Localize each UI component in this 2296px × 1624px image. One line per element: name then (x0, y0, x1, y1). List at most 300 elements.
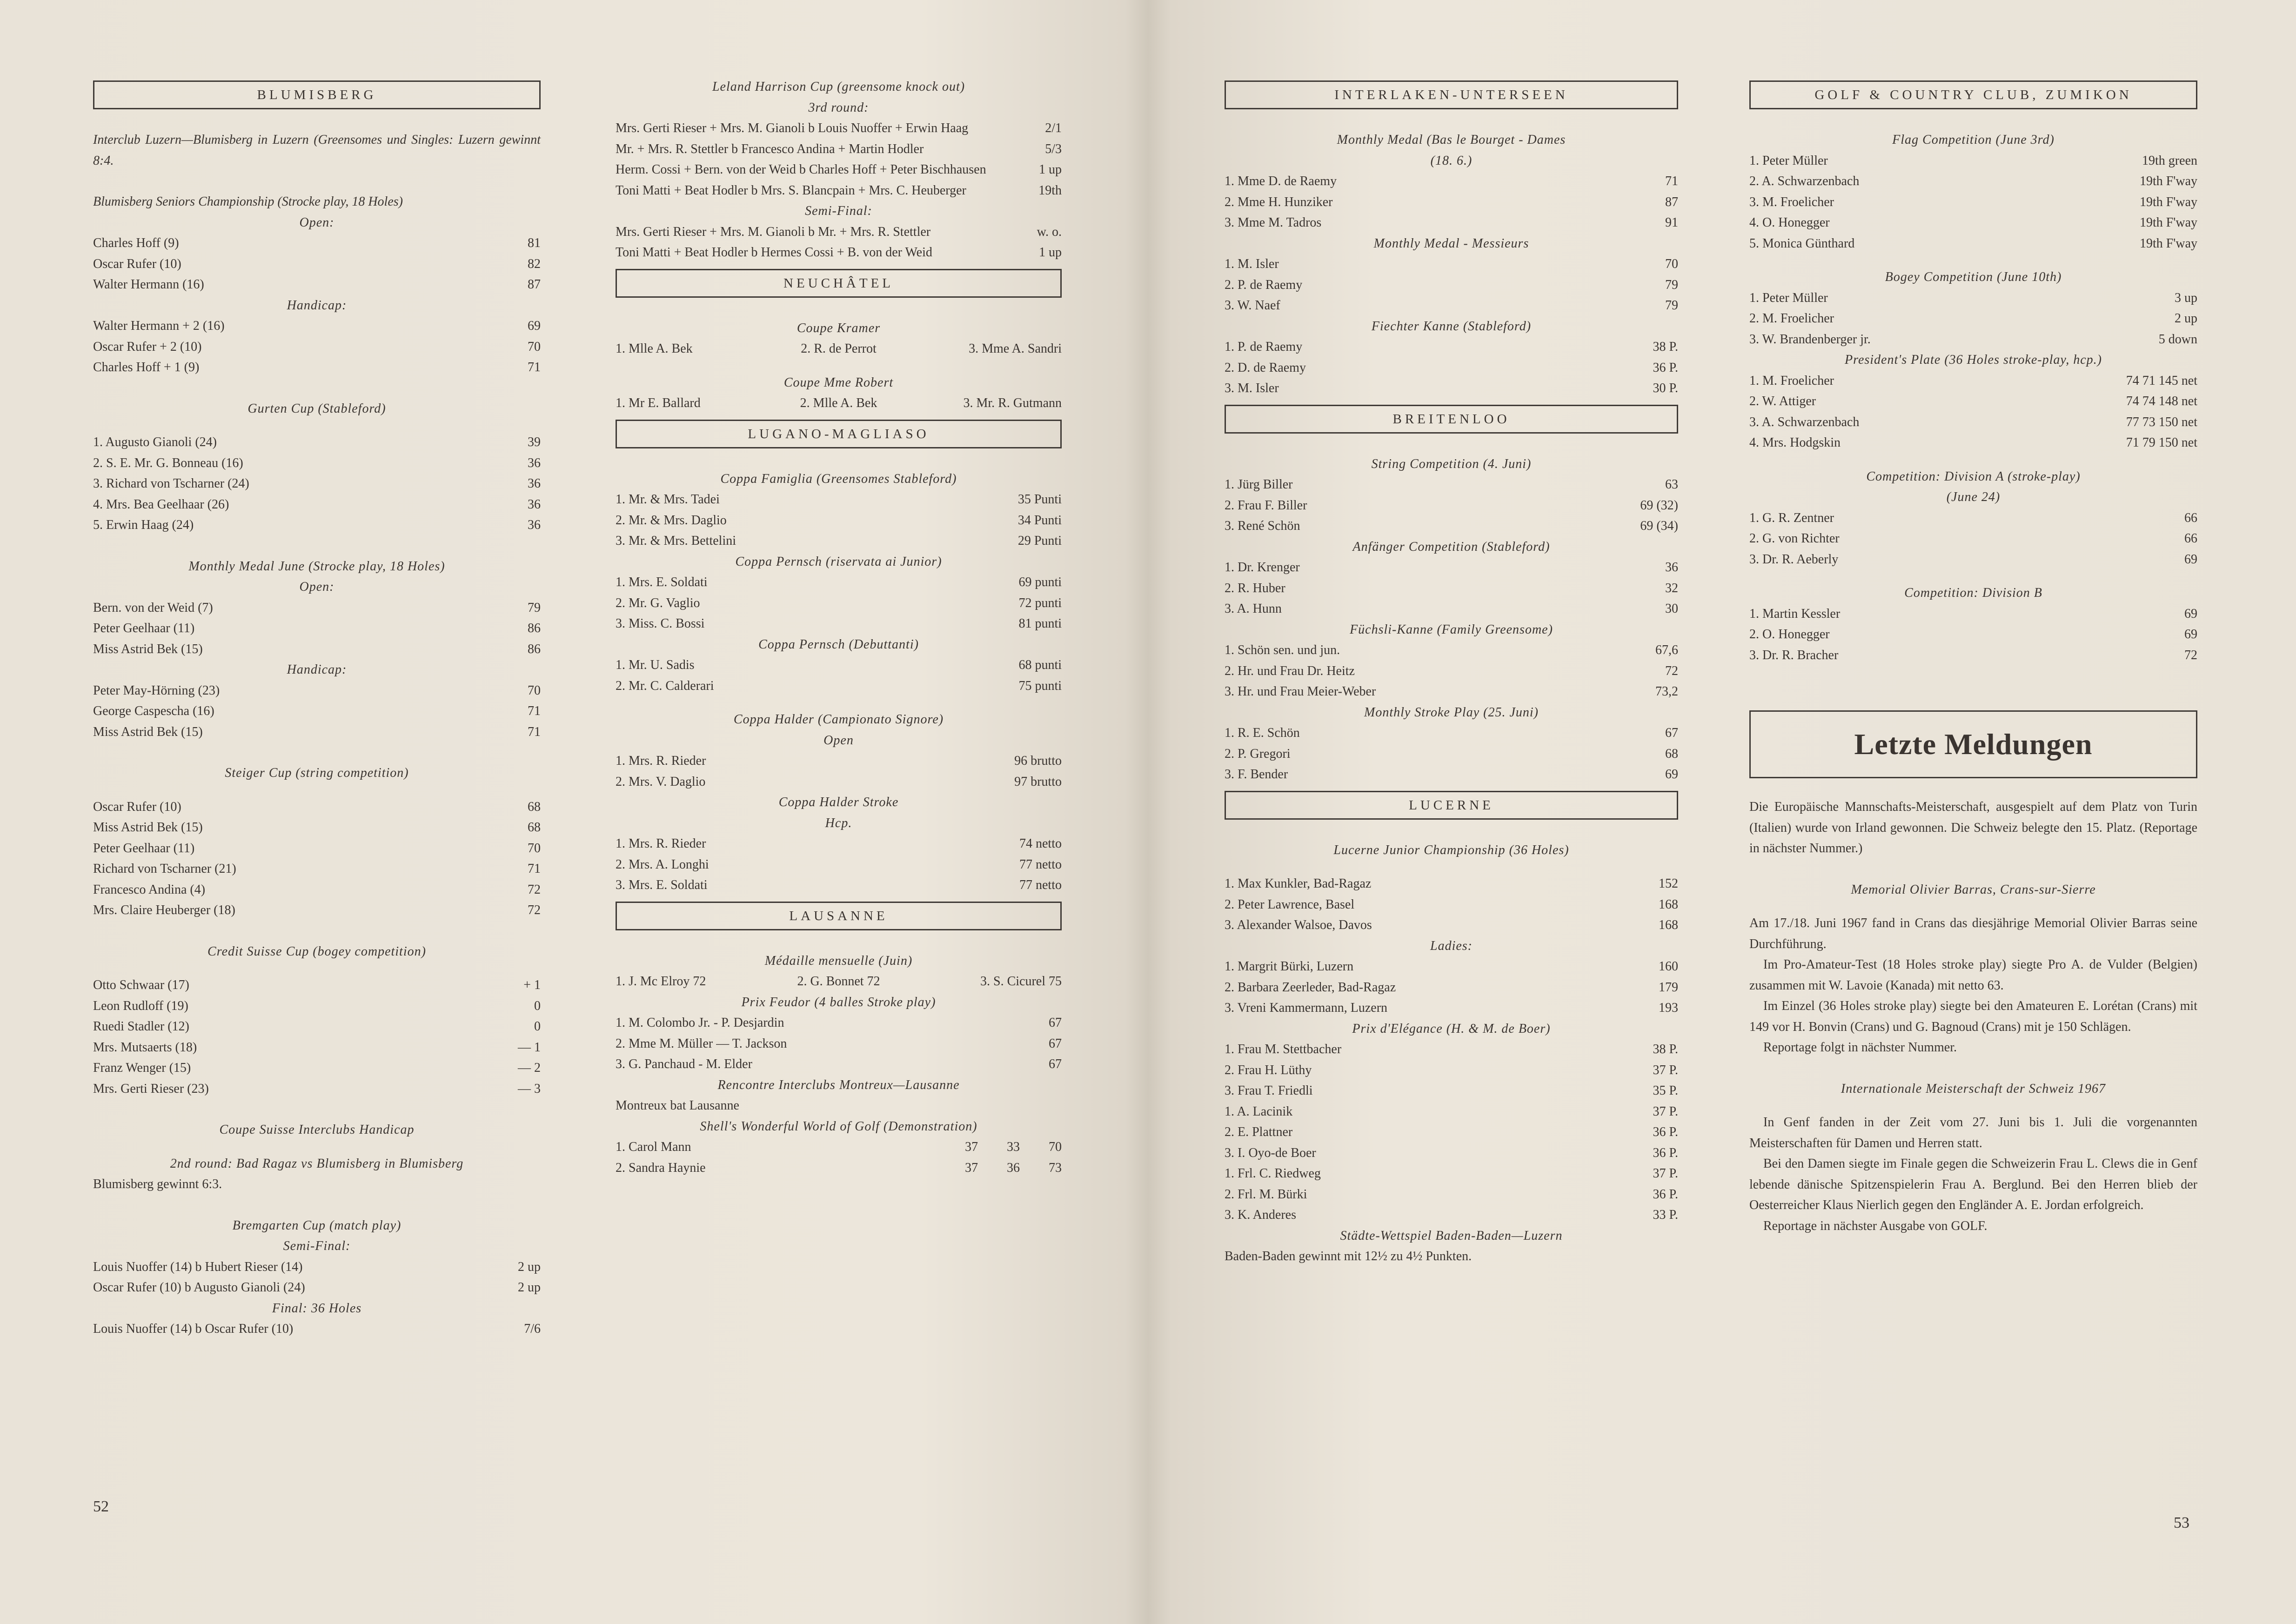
score: 36 P. (1653, 1187, 1678, 1202)
player-name: Leon Rudloff (19) (93, 998, 188, 1013)
result-row (1225, 874, 1678, 895)
result-row (616, 834, 1062, 855)
score: 30 P. (1653, 381, 1678, 395)
score: 69 punti (1018, 575, 1062, 589)
result-row (1749, 171, 2197, 192)
result-row (93, 598, 541, 619)
score: 38 P. (1653, 1042, 1678, 1056)
player-name: 5. Erwin Haag (24) (93, 518, 194, 532)
spacer (1749, 254, 2197, 267)
spacer (616, 360, 1062, 373)
score: 69 (1665, 767, 1678, 782)
spacer (93, 536, 541, 556)
score: 72 (1665, 663, 1678, 678)
score: 33 P. (1653, 1208, 1678, 1222)
result-row (1225, 723, 1678, 744)
score: 35 Punti (1017, 492, 1062, 507)
player-name: Peter Geelhaar (11) (93, 841, 195, 855)
score: 36 (1665, 560, 1678, 575)
score: 37 (965, 1140, 978, 1154)
paragraph: Reportage in nächster Ausgabe von GOLF. (1763, 1218, 1988, 1233)
player-name: 2. Mrs. A. Longhi (616, 857, 709, 872)
section-header: INTERLAKEN-UNTERSEEN (1225, 80, 1678, 109)
spacer (93, 378, 541, 399)
scores (936, 1137, 1062, 1158)
competition-title: Credit Suisse Cup (bogey competition) (208, 944, 426, 959)
result-row (1225, 998, 1678, 1019)
paragraph: Interclub Luzern—Blumisberg in Luzern (Greensomes und Singles: Luzern gewinnt 8:4. (93, 133, 541, 168)
text-line: Blumisberg gewinnt 6:3. (93, 1177, 222, 1191)
spacer (1749, 1058, 2197, 1079)
competition-title: Handicap: (287, 662, 347, 677)
result-row (93, 1079, 541, 1100)
result-row (1225, 1143, 1678, 1164)
page-number-right: 53 (2174, 1514, 2189, 1531)
player-name: Mrs. Gerti Rieser (23) (93, 1081, 209, 1096)
player-name: 1. Mr. & Mrs. Tadei (616, 492, 720, 507)
spacer (1749, 900, 2197, 913)
spacer (1749, 1099, 2197, 1112)
competition-title: Rencontre Interclubs Montreux—Lausanne (717, 1077, 960, 1092)
player-name: Louis Nuoffer (14) b Hubert Rieser (14) (93, 1259, 303, 1274)
score: 33 (1007, 1140, 1020, 1154)
player-name: 2. D. de Raemy (1225, 360, 1306, 375)
score: 70 (1665, 257, 1678, 271)
score: 68 punti (1018, 658, 1062, 672)
competition-title: (18. 6.) (1430, 153, 1473, 168)
result-row (1225, 1060, 1678, 1081)
player-name: 1. Mme D. de Raemy (1225, 174, 1337, 188)
result-row (1225, 213, 1678, 234)
result-row (93, 1058, 541, 1079)
score: 29 Punti (1017, 534, 1062, 548)
result-row (1225, 915, 1678, 936)
score: 69 (2184, 552, 2197, 567)
score: 160 (1659, 959, 1678, 974)
result-row (616, 489, 1062, 510)
player-name: 1. Jürg Biller (1225, 477, 1293, 492)
player-name: 3. A. Hunn (1225, 601, 1282, 616)
competition-title: Memorial Olivier Barras, Crans-sur-Sierre (1851, 882, 2096, 897)
player-name: 3. M. Isler (1225, 381, 1279, 395)
result-row (1749, 192, 2197, 213)
player-name: Peter May-Hörning (23) (93, 683, 220, 698)
player-name: 1. Augusto Gianoli (24) (93, 435, 217, 449)
score: 91 (1665, 215, 1678, 230)
result-row (93, 337, 541, 358)
player-name: 3. Vreni Kammermann, Luzern (1225, 1001, 1388, 1015)
result-value: 2/1 (1045, 121, 1062, 135)
result-row (1225, 516, 1678, 537)
competition-title: 3rd round: (808, 100, 869, 115)
paragraph: Im Pro-Amateur-Test (18 Holes stroke play) siegte Pro A. de Vulder (Belgien) zusammen mit W. Lavoie (Kanada) mit netto 63. (1749, 957, 2197, 993)
player-name: 1. G. R. Zentner (1749, 510, 1834, 525)
competition-title: Open: (299, 215, 335, 230)
player-name: 3. Dr. R. Bracher (1749, 648, 1839, 662)
result-row (93, 274, 541, 295)
result-row (93, 1319, 541, 1340)
score: 193 (1659, 1001, 1678, 1015)
score: 36 (528, 497, 541, 512)
result-row (616, 971, 1062, 992)
score: 19th F'way (2139, 194, 2197, 209)
scores (936, 1158, 1062, 1179)
competition-title: Fiechter Kanne (Stableford) (1371, 319, 1532, 334)
result-row (1225, 358, 1678, 379)
player-name: 3. Alexander Walsoe, Davos (1225, 918, 1372, 932)
result-row (616, 1158, 1062, 1179)
competition-title: Competition: Division B (1904, 586, 2042, 600)
competition-title: Hcp. (825, 815, 852, 830)
score: 71 (528, 704, 541, 718)
placing: 3. S. Cicurel 75 (980, 974, 1062, 989)
placing: 3. Mme A. Sandri (969, 341, 1062, 356)
result-row (616, 614, 1062, 635)
competition-title: Prix d'Elégance (H. & M. de Boer) (1352, 1021, 1551, 1036)
competition-title: Bremgarten Cup (match play) (232, 1218, 402, 1233)
competition-title: Coupe Kramer (797, 321, 881, 335)
result-row (93, 639, 541, 660)
result-row (1749, 645, 2197, 666)
result-row (1225, 1205, 1678, 1226)
result-row (616, 572, 1062, 593)
result-row (93, 1016, 541, 1037)
player-name: Charles Hoff (9) (93, 236, 179, 250)
placing: 1. J. Mc Elroy 72 (616, 974, 706, 989)
player-name: 3. Miss. C. Bossi (616, 616, 705, 631)
section-header: BLUMISBERG (93, 80, 541, 109)
score: 67 (1665, 726, 1678, 740)
player-name: 1. M. Colombo Jr. - P. Desjardin (616, 1016, 784, 1030)
competition-title: 2nd round: Bad Ragaz vs Blumisberg in Blumisberg (170, 1156, 464, 1171)
score: 19th F'way (2139, 215, 2197, 230)
player-name: 2. Hr. und Frau Dr. Heitz (1225, 663, 1355, 678)
column-right-2 (1749, 77, 2197, 1236)
score: 30 (1665, 601, 1678, 616)
result-row (1225, 295, 1678, 316)
score: 68 (1665, 746, 1678, 761)
score: 5 down (2158, 332, 2197, 347)
spacer (1225, 861, 1678, 874)
player-name: 1. Mr. U. Sadis (616, 658, 695, 672)
spacer (1749, 570, 2197, 583)
score: 36 P. (1653, 1125, 1678, 1139)
result-row (1225, 1184, 1678, 1205)
result-row (1749, 234, 2197, 254)
result-row (1225, 578, 1678, 599)
result-row (1225, 744, 1678, 765)
competition-title: Coppa Halder Stroke (778, 795, 899, 809)
score: 32 (1665, 581, 1678, 595)
result-row (1225, 895, 1678, 916)
result-row (616, 1137, 1062, 1158)
result-row (93, 859, 541, 880)
news-headline: Letzte Meldungen (1749, 710, 2197, 778)
section-header: LUGANO-MAGLIASO (616, 420, 1062, 448)
player-name: 2. Barbara Zeerleder, Bad-Ragaz (1225, 980, 1396, 995)
result-row (93, 996, 541, 1017)
score: 36 P. (1653, 1145, 1678, 1160)
score: 68 (528, 799, 541, 814)
result-row (616, 676, 1062, 697)
player-name: 3. Hr. und Frau Meier-Weber (1225, 684, 1376, 699)
score: — 3 (518, 1081, 541, 1096)
result-row (1225, 1122, 1678, 1143)
placing: 2. Mlle A. Bek (800, 396, 877, 410)
score: 37 P. (1653, 1166, 1678, 1181)
result-row (93, 357, 541, 378)
player-name: 3. W. Brandenberger jr. (1749, 332, 1871, 347)
result-row (93, 254, 541, 275)
result-value: 1 up (1039, 162, 1062, 177)
competition-title: (June 24) (1946, 490, 2001, 504)
player-name: 2. Mrs. V. Daglio (616, 774, 706, 789)
player-name: Otto Schwaar (17) (93, 978, 189, 992)
player-name: 5. Monica Günthard (1749, 236, 1855, 251)
competition-title: String Competition (4. Juni) (1371, 456, 1532, 471)
score: 72 (528, 882, 541, 897)
score: 35 P. (1653, 1083, 1678, 1098)
player-name: 2. Mr. G. Vaglio (616, 595, 700, 610)
player-name: 1. A. Lacinik (1225, 1104, 1293, 1119)
paragraph: Im Einzel (36 Holes stroke play) siegte bei den Amateuren E. Lorétan (Crans) mit 149 vor H. Bonvin (Crans) und G. Bagnoud (Crans) mit je 150 Schlägen. (1749, 999, 2197, 1034)
result-row (616, 531, 1062, 552)
player-name: 3. G. Panchaud - M. Elder (616, 1057, 752, 1071)
score: 97 brutto (1014, 774, 1062, 789)
score: 70 (528, 841, 541, 855)
score: 36 (528, 455, 541, 470)
score: 69 (2184, 606, 2197, 621)
result-row (1225, 599, 1678, 620)
result-row (93, 701, 541, 722)
spacer (93, 1141, 541, 1154)
result-row (93, 1257, 541, 1278)
result-value: 5/3 (1045, 141, 1062, 156)
score: 67,6 (1655, 643, 1678, 657)
result-row (93, 474, 541, 495)
result-row (93, 722, 541, 743)
score: 0 (534, 1019, 541, 1034)
column-right-1 (1225, 77, 1678, 1267)
score: 74 netto (1019, 836, 1062, 851)
page-number-left: 52 (93, 1498, 109, 1515)
paragraph: Bei den Damen siegte im Finale gegen die Schweizerin Frau L. Clews die in Genf lebende dänische Spitzenspielerin Frau A. Berglund. Bei den Herren blieb der Oesterreicher Klaus Nierlich gegen den Engländer A. E. Jordan erfolgreich. (1749, 1156, 2197, 1212)
result-row (1225, 171, 1678, 192)
result-row (1749, 308, 2197, 329)
player-name: Mrs. Claire Heuberger (18) (93, 903, 235, 917)
score: — 2 (518, 1061, 541, 1075)
player-name: 1. Mrs. R. Rieder (616, 754, 706, 768)
player-name: 2. Frau H. Lüthy (1225, 1063, 1312, 1077)
score: 152 (1659, 876, 1678, 891)
result-value: 1 up (1039, 245, 1062, 260)
section-header: GOLF & COUNTRY CLUB, ZUMIKON (1749, 80, 2197, 109)
paragraph: Mr. + Mrs. R. Stettler b Francesco Andina + Martin Hodler (616, 141, 924, 156)
player-name: 2. P. Gregori (1225, 746, 1291, 761)
player-name: 1. R. E. Schön (1225, 726, 1300, 740)
player-name: 3. W. Naef (1225, 298, 1280, 313)
result-row (616, 772, 1062, 793)
result-row (616, 510, 1062, 531)
text-line: Montreux bat Lausanne (616, 1098, 739, 1113)
player-name: 4. Mrs. Bea Geelhaar (26) (93, 497, 229, 512)
result-row (93, 453, 541, 474)
section-header: LUCERNE (1225, 791, 1678, 820)
score: 74 71 145 net (2126, 373, 2197, 388)
competition-title: Final: 36 Holes (272, 1301, 362, 1316)
score: 69 (528, 319, 541, 333)
result-row (1749, 624, 2197, 645)
score: 36 (528, 476, 541, 491)
score: 2 up (518, 1259, 541, 1274)
player-name: Miss Astrid Bek (15) (93, 820, 203, 835)
section-header: NEUCHÂTEL (616, 269, 1062, 298)
player-name: Ruedi Stadler (12) (93, 1019, 189, 1034)
score: 67 (1049, 1016, 1062, 1030)
result-row (616, 855, 1062, 875)
score: 19th F'way (2139, 174, 2197, 188)
score: 79 (1665, 298, 1678, 313)
result-row (1225, 275, 1678, 296)
competition-title: Coppa Pernsch (Debuttanti) (758, 637, 919, 652)
player-name: 1. P. de Raemy (1225, 340, 1303, 354)
result-row (93, 900, 541, 921)
paragraph: Toni Matti + Beat Hodler b Hermes Cossi + B. von der Weid (616, 245, 932, 260)
player-name: Miss Astrid Bek (15) (93, 642, 203, 656)
column-left-2 (616, 77, 1062, 1178)
score: 77 netto (1019, 857, 1062, 872)
player-name: 1. M. Isler (1225, 257, 1279, 271)
score: 77 netto (1019, 878, 1062, 892)
competition-title: Semi-Final: (805, 204, 872, 218)
result-row (1225, 764, 1678, 785)
score: 63 (1665, 477, 1678, 492)
player-name: 2. Mr. C. Calderari (616, 678, 714, 693)
score: 0 (534, 998, 541, 1013)
player-name: 1. Mrs. R. Rieder (616, 836, 706, 851)
competition-title: Ladies: (1430, 938, 1473, 953)
score: 69 (2184, 627, 2197, 642)
player-name: Miss Astrid Bek (15) (93, 724, 203, 739)
score: 34 Punti (1017, 513, 1062, 528)
player-name: 3. Richard von Tscharner (24) (93, 476, 249, 491)
score: 79 (1665, 277, 1678, 292)
result-row (616, 875, 1062, 896)
result-row (93, 1037, 541, 1058)
player-name: 2. A. Schwarzenbach (1749, 174, 1860, 188)
player-name: 3. Mr. & Mrs. Bettelini (616, 534, 736, 548)
player-name: 1. Carol Mann (616, 1140, 691, 1154)
result-row (93, 838, 541, 859)
spacer (1749, 454, 2197, 467)
paragraph: Toni Matti + Beat Hodler b Mrs. S. Blancpain + Mrs. C. Heuberger (616, 183, 966, 198)
player-name: 4. O. Honegger (1749, 215, 1830, 230)
player-name: 1. Peter Müller (1749, 153, 1828, 168)
player-name: 1. Margrit Bürki, Luzern (1225, 959, 1354, 974)
player-name: 1. Frl. C. Riedweg (1225, 1166, 1321, 1181)
player-name: Francesco Andina (4) (93, 882, 206, 897)
result-row (93, 316, 541, 337)
player-name: Oscar Rufer (10) (93, 256, 181, 271)
competition-title: Competition: Division A (stroke-play) (1866, 469, 2081, 484)
competition-title: Anfänger Competition (Stableford) (1352, 539, 1550, 554)
player-name: Bern. von der Weid (7) (93, 600, 213, 615)
competition-title: Médaille mensuelle (Juin) (764, 953, 913, 968)
text-line: Baden-Baden gewinnt mit 12½ zu 4½ Punkten. (1225, 1249, 1472, 1263)
paragraph: Blumisberg Seniors Championship (Strocke play, 18 Holes) (93, 194, 403, 209)
paragraph: Mrs. Gerti Rieser + Mrs. M. Gianoli b Louis Nuoffer + Erwin Haag (616, 121, 969, 135)
result-row (1749, 508, 2197, 529)
score: 36 P. (1653, 360, 1678, 375)
result-row (93, 495, 541, 515)
spacer (93, 171, 541, 192)
player-name: Oscar Rufer + 2 (10) (93, 339, 202, 354)
player-name: George Caspescha (16) (93, 704, 214, 718)
score: 37 P. (1653, 1063, 1678, 1077)
result-row (1225, 1081, 1678, 1102)
result-row (616, 339, 1062, 360)
paragraph: Herm. Cossi + Bern. von der Weid b Charles Hoff + Peter Bischhausen (616, 162, 986, 177)
result-row (93, 797, 541, 818)
competition-title: Coppa Halder (Campionato Signore) (733, 712, 944, 727)
competition-title: Steiger Cup (string competition) (225, 766, 409, 780)
competition-title: Bogey Competition (June 10th) (1885, 270, 2062, 284)
player-name: Oscar Rufer (10) (93, 799, 181, 814)
result-row (616, 1034, 1062, 1055)
score: 67 (1049, 1036, 1062, 1051)
competition-title: Open: (299, 580, 335, 594)
competition-title: Shell's Wonderful World of Golf (Demonstration) (700, 1119, 977, 1134)
player-name: 3. Mrs. E. Soldati (616, 878, 708, 892)
spacer (93, 742, 541, 763)
competition-title: Handicap: (287, 298, 347, 313)
paragraph: Am 17./18. Juni 1967 fand in Crans das diesjährige Memorial Olivier Barras seine Durchführung. (1749, 916, 2197, 951)
player-name: 3. M. Froelicher (1749, 194, 1834, 209)
section-header: BREITENLOO (1225, 405, 1678, 434)
score: 179 (1659, 980, 1678, 995)
spacer (93, 921, 541, 942)
player-name: 2. S. E. Mr. G. Bonneau (16) (93, 455, 243, 470)
competition-title: Monthly Medal - Messieurs (1373, 236, 1529, 251)
score: 39 (528, 435, 541, 449)
player-name: 3. A. Schwarzenbach (1749, 414, 1860, 429)
spacer (93, 1099, 541, 1120)
result-row (93, 233, 541, 254)
section-header: LAUSANNE (616, 902, 1062, 930)
placing: 3. Mr. R. Gutmann (963, 396, 1062, 410)
competition-title: Open (823, 733, 854, 748)
competition-title: President's Plate (36 Holes stroke-play, hcp.) (1844, 353, 2102, 367)
score: 73,2 (1655, 684, 1678, 699)
result-row (93, 1277, 541, 1298)
player-name: 1. Schön sen. und jun. (1225, 643, 1340, 657)
player-name: 2. W. Attiger (1749, 394, 1816, 408)
player-name: 2. M. Froelicher (1749, 311, 1834, 326)
score: 81 punti (1018, 616, 1062, 631)
score: 7/6 (524, 1322, 541, 1336)
score: 71 (528, 724, 541, 739)
score: 86 (528, 621, 541, 635)
result-row (93, 817, 541, 838)
player-name: Charles Hoff + 1 (9) (93, 360, 200, 374)
player-name: Mrs. Mutsaerts (18) (93, 1040, 197, 1055)
score: 67 (1049, 1057, 1062, 1071)
result-row (616, 593, 1062, 614)
score: 72 (2184, 648, 2197, 662)
result-row (1749, 549, 2197, 570)
player-name: 3. Mme M. Tadros (1225, 215, 1322, 230)
competition-title: Städte-Wettspiel Baden-Baden—Luzern (1340, 1228, 1563, 1243)
